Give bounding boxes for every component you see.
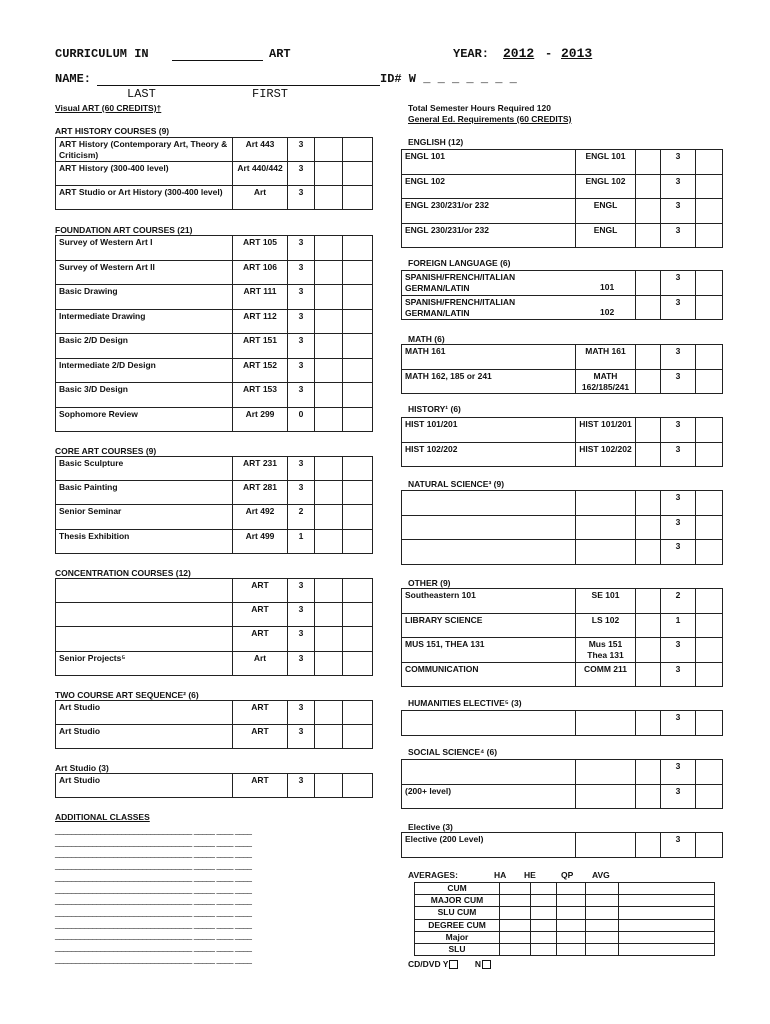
history-course-name[interactable]: HIST 101/201	[401, 417, 576, 443]
elective-credit: 3	[660, 832, 696, 858]
art-studio-semester-cell[interactable]	[314, 773, 343, 798]
natural-science-course-name[interactable]	[401, 539, 576, 565]
two-course-credit: 3	[287, 700, 315, 725]
natural-science-grade-cell[interactable]	[695, 515, 723, 541]
averages-cell[interactable]	[499, 894, 531, 907]
social-science-course-code	[575, 759, 636, 785]
foundation-grade-cell[interactable]	[342, 382, 373, 408]
english-credit: 3	[660, 174, 696, 200]
additional-class-line[interactable]: _________________________________ _____ ____ ____	[55, 943, 252, 952]
other-course-name[interactable]: LIBRARY SCIENCE	[401, 613, 576, 639]
other-course-name[interactable]: MUS 151, THEA 131	[401, 637, 576, 663]
core-course-code: ART 281	[232, 480, 288, 505]
natural-science-grade-cell[interactable]	[695, 490, 723, 516]
foundation-course-name[interactable]: Survey of Western Art II	[55, 260, 233, 286]
averages-row-label: SLU	[414, 943, 500, 956]
foundation-semester-cell[interactable]	[314, 284, 343, 310]
art-studio-credit: 3	[287, 773, 315, 798]
year-label: YEAR:	[453, 47, 490, 61]
other-course-name[interactable]: Southeastern 101	[401, 588, 576, 614]
foundation-credit: 0	[287, 407, 315, 433]
foundation-course-code: ART 105	[232, 235, 288, 261]
foreign-language-grade-cell[interactable]	[695, 295, 723, 321]
curriculum-blank[interactable]	[172, 60, 263, 61]
english-grade-cell[interactable]	[695, 223, 723, 249]
averages-cell[interactable]	[499, 931, 531, 944]
averages-cell[interactable]	[585, 943, 619, 956]
foreign-language-credit: 3	[660, 270, 696, 296]
other-credit: 1	[660, 613, 696, 639]
core-heading: CORE ART COURSES (9)	[55, 446, 157, 456]
averages-cell[interactable]	[530, 931, 557, 944]
additional-class-line[interactable]: _________________________________ _____ ____ ____	[55, 907, 252, 917]
english-semester-cell[interactable]	[635, 174, 661, 200]
english-course-name[interactable]: ENGL 230/231/or 232	[401, 198, 576, 224]
art-studio-grade-cell[interactable]	[342, 773, 373, 798]
averages-cell[interactable]	[556, 894, 586, 907]
foundation-grade-cell[interactable]	[342, 333, 373, 359]
art-label: ART	[269, 47, 291, 61]
core-semester-cell[interactable]	[314, 456, 343, 481]
avg-col-qp: QP	[561, 870, 574, 880]
humanities-course-name[interactable]	[401, 710, 576, 736]
foundation-credit: 3	[287, 260, 315, 286]
two-course-heading: TWO COURSE ART SEQUENCE² (6)	[55, 690, 199, 700]
foundation-course-code: ART 153	[232, 382, 288, 408]
english-credit: 3	[660, 149, 696, 175]
concentration-course-name[interactable]: Senior Projects⁵	[55, 651, 233, 676]
math-semester-cell[interactable]	[635, 344, 661, 370]
natural-science-semester-cell[interactable]	[635, 539, 661, 565]
social-science-grade-cell[interactable]	[695, 759, 723, 785]
averages-cell[interactable]	[618, 943, 715, 956]
art-history-grade-cell[interactable]	[342, 161, 373, 186]
english-credit: 3	[660, 198, 696, 224]
concentration-course-name[interactable]	[55, 602, 233, 627]
foundation-credit: 3	[287, 284, 315, 310]
core-grade-cell[interactable]	[342, 456, 373, 481]
additional-class-line[interactable]: _________________________________ _____ ____ ____	[55, 896, 252, 906]
core-grade-cell[interactable]	[342, 480, 373, 505]
english-course-name[interactable]: ENGL 101	[401, 149, 576, 175]
averages-cell[interactable]	[556, 931, 586, 944]
concentration-grade-cell[interactable]	[342, 651, 373, 676]
english-semester-cell[interactable]	[635, 198, 661, 224]
foundation-credit: 3	[287, 358, 315, 384]
two-course-grade-cell[interactable]	[342, 700, 373, 725]
natural-science-course-name[interactable]	[401, 490, 576, 516]
other-credit: 2	[660, 588, 696, 614]
math-course-code: MATH 161	[575, 344, 636, 370]
concentration-credit: 3	[287, 651, 315, 676]
foreign-language-heading: FOREIGN LANGUAGE (6)	[408, 258, 511, 268]
foundation-credit: 3	[287, 309, 315, 335]
natural-science-semester-cell[interactable]	[635, 490, 661, 516]
first-label: FIRST	[252, 87, 289, 101]
concentration-semester-cell[interactable]	[314, 626, 343, 651]
math-grade-cell[interactable]	[695, 369, 723, 395]
concentration-grade-cell[interactable]	[342, 602, 373, 627]
cd-dvd-text: CD/DVD Y	[408, 959, 449, 969]
curriculum-label: CURRICULUM IN	[55, 47, 149, 61]
core-course-name[interactable]: Thesis Exhibition	[55, 529, 233, 554]
additional-class-line[interactable]: _________________________________ _____ ____ ____	[55, 954, 252, 964]
history-course-code: HIST 102/202	[575, 442, 636, 468]
humanities-grade-cell[interactable]	[695, 710, 723, 736]
other-grade-cell[interactable]	[695, 637, 723, 663]
art-studio-course-name[interactable]: Art Studio	[55, 773, 233, 798]
art-history-grade-cell[interactable]	[342, 185, 373, 210]
foundation-course-code: ART 151	[232, 333, 288, 359]
elective-course-code	[575, 832, 636, 858]
elective-course-name[interactable]: Elective (200 Level)	[401, 832, 576, 858]
core-credit: 2	[287, 504, 315, 529]
foundation-grade-cell[interactable]	[342, 260, 373, 286]
foreign-language-credit: 3	[660, 295, 696, 321]
art-studio-course-code: ART	[232, 773, 288, 798]
foundation-course-name[interactable]: Basic 3/D Design	[55, 382, 233, 408]
year-end: 2013	[561, 46, 593, 61]
two-course-semester-cell[interactable]	[314, 724, 343, 749]
core-grade-cell[interactable]	[342, 504, 373, 529]
foundation-credit: 3	[287, 235, 315, 261]
concentration-course-name[interactable]	[55, 578, 233, 603]
foundation-course-name[interactable]: Survey of Western Art I	[55, 235, 233, 261]
history-semester-cell[interactable]	[635, 417, 661, 443]
additional-class-line[interactable]: _________________________________ _____ ____ ____	[55, 919, 252, 929]
foreign-language-course[interactable]: SPANISH/FRENCH/ITALIAN GERMAN/LATIN	[401, 270, 636, 296]
averages-cell[interactable]	[556, 919, 586, 932]
natural-science-course-code	[575, 539, 636, 565]
name-label: NAME:	[55, 72, 92, 86]
year-dash: -	[545, 47, 553, 61]
additional-class-line[interactable]: _________________________________ _____ ____ ____	[55, 884, 252, 894]
core-credit: 1	[287, 529, 315, 554]
foundation-grade-cell[interactable]	[342, 284, 373, 310]
concentration-semester-cell[interactable]	[314, 651, 343, 676]
additional-class-line[interactable]: _________________________________ _____ ____ ____	[55, 872, 252, 882]
concentration-credit: 3	[287, 626, 315, 651]
foreign-language-semester-cell[interactable]	[635, 270, 661, 296]
elective-heading: Elective (3)	[408, 822, 453, 832]
foundation-semester-cell[interactable]	[314, 260, 343, 286]
averages-row-label: SLU CUM	[414, 906, 500, 919]
social-science-heading: SOCIAL SCIENCE⁴ (6)	[408, 747, 498, 757]
other-course-name[interactable]: COMMUNICATION	[401, 662, 576, 688]
two-course-course-code: ART	[232, 724, 288, 749]
natural-science-course-code	[575, 515, 636, 541]
other-credit: 3	[660, 637, 696, 663]
other-course-code: SE 101	[575, 588, 636, 614]
foundation-course-name[interactable]: Intermediate 2/D Design	[55, 358, 233, 384]
other-course-code: Mus 151 Thea 131	[575, 637, 636, 663]
art-history-credit: 3	[287, 185, 315, 210]
art-history-credit: 3	[287, 161, 315, 186]
foundation-grade-cell[interactable]	[342, 358, 373, 384]
foundation-course-name[interactable]: Intermediate Drawing	[55, 309, 233, 335]
no-text: N	[474, 959, 481, 969]
english-course-code: ENGL 102	[575, 174, 636, 200]
two-course-course-name[interactable]: Art Studio	[55, 700, 233, 725]
foundation-semester-cell[interactable]	[314, 382, 343, 408]
history-grade-cell[interactable]	[695, 417, 723, 443]
averages-cell[interactable]	[585, 906, 619, 919]
foundation-course-code: ART 111	[232, 284, 288, 310]
foundation-course-name[interactable]: Basic 2/D Design	[55, 333, 233, 359]
history-semester-cell[interactable]	[635, 442, 661, 468]
concentration-credit: 3	[287, 578, 315, 603]
art-history-credit: 3	[287, 137, 315, 162]
humanities-semester-cell[interactable]	[635, 710, 661, 736]
math-grade-cell[interactable]	[695, 344, 723, 370]
additional-classes-heading: ADDITIONAL CLASSES	[55, 812, 150, 822]
natural-science-heading: NATURAL SCIENCE³ (9)	[408, 479, 505, 489]
foundation-semester-cell[interactable]	[314, 407, 343, 433]
foundation-course-code: ART 152	[232, 358, 288, 384]
art-history-course-name[interactable]: ART History (Contemporary Art, Theory & Criticism)	[55, 137, 233, 162]
other-semester-cell[interactable]	[635, 588, 661, 614]
natural-science-credit: 3	[660, 539, 696, 565]
english-semester-cell[interactable]	[635, 223, 661, 249]
english-course-code: ENGL	[575, 198, 636, 224]
foundation-grade-cell[interactable]	[342, 407, 373, 433]
foreign-language-grade-cell[interactable]	[695, 270, 723, 296]
id-label: ID# W _ _ _ _ _ _ _	[380, 72, 517, 86]
math-credit: 3	[660, 344, 696, 370]
other-course-code: LS 102	[575, 613, 636, 639]
natural-science-course-code	[575, 490, 636, 516]
concentration-grade-cell[interactable]	[342, 626, 373, 651]
foundation-course-name[interactable]: Sophomore Review	[55, 407, 233, 433]
cd-dvd-label	[408, 959, 491, 969]
history-heading: HISTORY¹ (6)	[408, 404, 461, 414]
history-grade-cell[interactable]	[695, 442, 723, 468]
concentration-course-name[interactable]	[55, 626, 233, 651]
core-grade-cell[interactable]	[342, 529, 373, 554]
foreign-language-number: 101	[600, 282, 615, 292]
english-grade-cell[interactable]	[695, 198, 723, 224]
english-grade-cell[interactable]	[695, 149, 723, 175]
visual-art-heading: Visual ART (60 CREDITS)†	[55, 103, 162, 113]
natural-science-course-name[interactable]	[401, 515, 576, 541]
two-course-credit: 3	[287, 724, 315, 749]
concentration-course-code: Art	[232, 651, 288, 676]
social-science-course-name[interactable]	[401, 759, 576, 785]
foundation-grade-cell[interactable]	[342, 235, 373, 261]
two-course-course-name[interactable]: Art Studio	[55, 724, 233, 749]
foundation-course-code: Art 299	[232, 407, 288, 433]
math-course-name[interactable]: MATH 161	[401, 344, 576, 370]
art-history-heading: ART HISTORY COURSES (9)	[55, 126, 170, 136]
averages-cell[interactable]	[499, 943, 531, 956]
yes-checkbox[interactable]	[449, 960, 458, 969]
core-course-code: ART 231	[232, 456, 288, 481]
averages-row-label: CUM	[414, 882, 500, 895]
concentration-heading: CONCENTRATION COURSES (12)	[55, 568, 191, 578]
other-grade-cell[interactable]	[695, 613, 723, 639]
core-semester-cell[interactable]	[314, 529, 343, 554]
other-credit: 3	[660, 662, 696, 688]
natural-science-credit: 3	[660, 490, 696, 516]
core-course-name[interactable]: Senior Seminar	[55, 504, 233, 529]
avg-col-avg: AVG	[592, 870, 610, 880]
core-credit: 3	[287, 480, 315, 505]
history-credit: 3	[660, 442, 696, 468]
averages-row-label: MAJOR CUM	[414, 894, 500, 907]
social-science-credit: 3	[660, 759, 696, 785]
foreign-language-semester-cell[interactable]	[635, 295, 661, 321]
avg-col-ha: HA	[494, 870, 507, 880]
averages-cell[interactable]	[499, 906, 531, 919]
foreign-language-number: 102	[600, 306, 615, 317]
art-history-course-name[interactable]: ART History (300-400 level)	[55, 161, 233, 186]
concentration-course-code: ART	[232, 602, 288, 627]
averages-cell[interactable]	[618, 931, 715, 944]
art-history-course-code: Art 443	[232, 137, 288, 162]
core-semester-cell[interactable]	[314, 480, 343, 505]
art-history-course-code: Art	[232, 185, 288, 210]
last-label: LAST	[127, 87, 156, 101]
additional-class-line[interactable]: _________________________________ _____ ____ ____	[55, 849, 252, 859]
other-semester-cell[interactable]	[635, 637, 661, 663]
averages-cell[interactable]	[556, 943, 586, 956]
averages-cell[interactable]	[585, 894, 619, 907]
math-semester-cell[interactable]	[635, 369, 661, 395]
averages-row-label: DEGREE CUM	[414, 919, 500, 932]
other-heading: OTHER (9)	[408, 578, 451, 588]
two-course-grade-cell[interactable]	[342, 724, 373, 749]
total-hours: Total Semester Hours Required 120	[408, 103, 551, 113]
averages-cell[interactable]	[585, 919, 619, 932]
history-course-code: HIST 101/201	[575, 417, 636, 443]
history-credit: 3	[660, 417, 696, 443]
concentration-course-code: ART	[232, 626, 288, 651]
avg-col-he: HE	[524, 870, 536, 880]
foundation-semester-cell[interactable]	[314, 235, 343, 261]
additional-class-line[interactable]: _________________________________ _____ ____ ____	[55, 861, 252, 871]
concentration-semester-cell[interactable]	[314, 578, 343, 603]
averages-cell[interactable]	[530, 919, 557, 932]
core-course-name[interactable]: Basic Sculpture	[55, 456, 233, 481]
foundation-course-code: ART 106	[232, 260, 288, 286]
math-course-name[interactable]: MATH 162, 185 or 241	[401, 369, 576, 395]
averages-cell[interactable]	[618, 919, 715, 932]
core-semester-cell[interactable]	[314, 504, 343, 529]
foreign-language-course[interactable]: SPANISH/FRENCH/ITALIAN GERMAN/LATIN	[401, 295, 636, 321]
additional-class-line[interactable]: _________________________________ _____ ____ ____	[55, 931, 252, 941]
concentration-credit: 3	[287, 602, 315, 627]
averages-cell[interactable]	[530, 894, 557, 907]
foundation-course-code: ART 112	[232, 309, 288, 335]
additional-class-line[interactable]: _________________________________ _____ ____ ____	[55, 826, 252, 835]
art-history-semester-cell[interactable]	[314, 161, 343, 186]
other-grade-cell[interactable]	[695, 662, 723, 688]
year-start: 2012	[503, 46, 535, 61]
foundation-semester-cell[interactable]	[314, 358, 343, 384]
english-course-name[interactable]: ENGL 102	[401, 174, 576, 200]
averages-cell[interactable]	[585, 931, 619, 944]
foundation-credit: 3	[287, 333, 315, 359]
core-course-name[interactable]: Basic Painting	[55, 480, 233, 505]
foundation-semester-cell[interactable]	[314, 333, 343, 359]
english-heading: ENGLISH (12)	[408, 137, 464, 147]
natural-science-grade-cell[interactable]	[695, 539, 723, 565]
social-science-grade-cell[interactable]	[695, 784, 723, 810]
elective-semester-cell[interactable]	[635, 832, 661, 858]
additional-class-line[interactable]: _________________________________ _____ ____ ____	[55, 837, 252, 847]
foundation-heading: FOUNDATION ART COURSES (21)	[55, 225, 193, 235]
art-history-course-code: Art 440/442	[232, 161, 288, 186]
art-history-course-name[interactable]: ART Studio or Art History (300-400 level)	[55, 185, 233, 210]
english-course-code: ENGL	[575, 223, 636, 249]
elective-grade-cell[interactable]	[695, 832, 723, 858]
history-course-name[interactable]: HIST 102/202	[401, 442, 576, 468]
english-course-code: ENGL 101	[575, 149, 636, 175]
averages-cell[interactable]	[556, 906, 586, 919]
concentration-course-code: ART	[232, 578, 288, 603]
humanities-credit: 3	[660, 710, 696, 736]
name-field[interactable]	[97, 85, 380, 86]
no-checkbox[interactable]	[482, 960, 491, 969]
social-science-course-name[interactable]: (200+ level)	[401, 784, 576, 810]
two-course-course-code: ART	[232, 700, 288, 725]
english-credit: 3	[660, 223, 696, 249]
concentration-semester-cell[interactable]	[314, 602, 343, 627]
social-science-semester-cell[interactable]	[635, 759, 661, 785]
humanities-heading: HUMANITIES ELECTIVE⁵ (3)	[408, 698, 522, 708]
art-history-semester-cell[interactable]	[314, 185, 343, 210]
math-course-code: MATH 162/185/241	[575, 369, 636, 395]
gen-ed-heading: General Ed. Requirements (60 CREDITS)	[408, 114, 572, 124]
social-science-course-code	[575, 784, 636, 810]
other-semester-cell[interactable]	[635, 613, 661, 639]
other-semester-cell[interactable]	[635, 662, 661, 688]
concentration-grade-cell[interactable]	[342, 578, 373, 603]
averages-cell[interactable]	[530, 943, 557, 956]
other-course-code: COMM 211	[575, 662, 636, 688]
math-credit: 3	[660, 369, 696, 395]
social-science-credit: 3	[660, 784, 696, 810]
english-grade-cell[interactable]	[695, 174, 723, 200]
averages-cell[interactable]	[618, 906, 715, 919]
art-studio-heading: Art Studio (3)	[55, 763, 109, 773]
core-course-code: Art 499	[232, 529, 288, 554]
natural-science-semester-cell[interactable]	[635, 515, 661, 541]
foundation-credit: 3	[287, 382, 315, 408]
averages-cell[interactable]	[618, 894, 715, 907]
foundation-semester-cell[interactable]	[314, 309, 343, 335]
humanities-course-code	[575, 710, 636, 736]
foundation-course-name[interactable]: Basic Drawing	[55, 284, 233, 310]
averages-cell[interactable]	[499, 919, 531, 932]
core-course-code: Art 492	[232, 504, 288, 529]
art-history-grade-cell[interactable]	[342, 137, 373, 162]
art-history-semester-cell[interactable]	[314, 137, 343, 162]
core-credit: 3	[287, 456, 315, 481]
averages-label: AVERAGES:	[408, 870, 458, 880]
two-course-semester-cell[interactable]	[314, 700, 343, 725]
english-course-name[interactable]: ENGL 230/231/or 232	[401, 223, 576, 249]
math-heading: MATH (6)	[408, 334, 445, 344]
averages-row-label: Major	[414, 931, 500, 944]
averages-cell[interactable]	[530, 906, 557, 919]
foundation-grade-cell[interactable]	[342, 309, 373, 335]
other-grade-cell[interactable]	[695, 588, 723, 614]
natural-science-credit: 3	[660, 515, 696, 541]
english-semester-cell[interactable]	[635, 149, 661, 175]
social-science-semester-cell[interactable]	[635, 784, 661, 810]
